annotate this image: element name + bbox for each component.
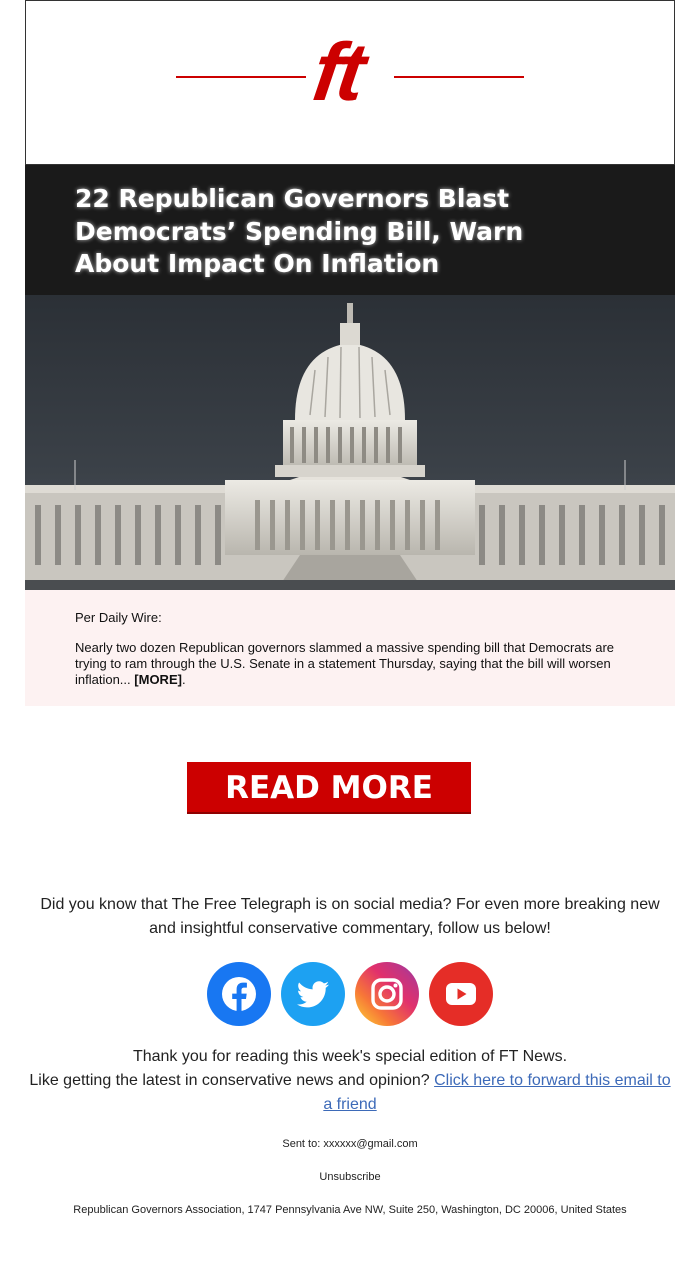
article-headline[interactable]: 22 Republican Governors Blast Democrats’ Spending Bill, Warn About Impact On Inflation: [75, 184, 524, 278]
footer-address: Republican Governors Association, 1747 Pennsylvania Ave NW, Suite 250, Washington, DC 20006, United States: [73, 1204, 627, 1216]
social-promo-text: Did you know that The Free Telegraph is on social media? For even more breaking new and insightful conservative commentary, follow us below!: [40, 896, 660, 937]
youtube-icon[interactable]: [429, 962, 493, 1026]
read-more-button[interactable]: READ MORE: [187, 762, 471, 814]
headline-banner: [25, 165, 675, 295]
summary-text: [75, 640, 645, 688]
facebook-icon[interactable]: [207, 962, 271, 1026]
ft-logo[interactable]: ft: [307, 27, 368, 118]
latest-prefix: Like getting the latest in conservative news and opinion?: [29, 1072, 430, 1089]
sent-to: Sent to: xxxxxx@gmail.com: [282, 1138, 418, 1150]
forward-email-link[interactable]: Click here to forward this email to a friend: [323, 1072, 671, 1113]
article-summary: [25, 590, 675, 706]
logo-rule-left: [176, 76, 306, 78]
social-icons: [207, 962, 497, 1026]
source-line: Per Daily Wire:: [75, 610, 162, 625]
logo-rule-right: [394, 76, 524, 78]
twitter-icon[interactable]: [281, 962, 345, 1026]
thanks-text: [25, 1045, 675, 1117]
thanks-line: Thank you for reading this week's special edition of FT News.: [132, 1048, 568, 1065]
summary-period: .: [181, 672, 186, 687]
logo-header: [25, 0, 675, 165]
capitol-illustration: [25, 295, 675, 590]
instagram-icon[interactable]: [355, 962, 419, 1026]
more-link[interactable]: [MORE]: [134, 672, 182, 687]
summary-body: Nearly two dozen Republican governors slammed a massive spending bill that Democrats are trying to ram through the U.S. Senate in a statement Thursday, saying that the bill will worsen inflation...: [75, 640, 615, 687]
capitol-image[interactable]: [25, 295, 675, 590]
unsubscribe-link[interactable]: Unsubscribe: [319, 1171, 381, 1183]
